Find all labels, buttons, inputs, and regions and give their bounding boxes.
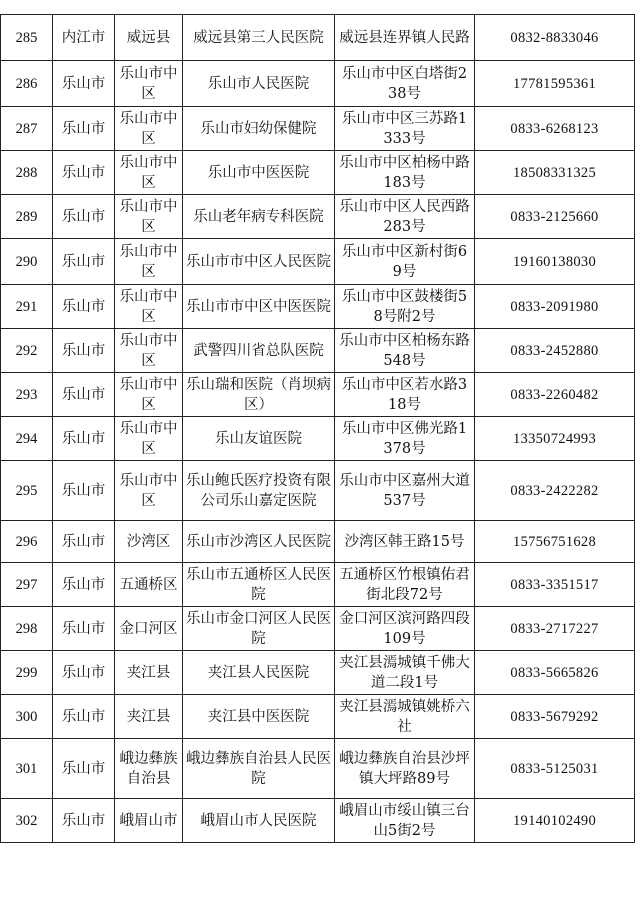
table-row bbox=[1, 373, 635, 417]
cell-hospital: 乐山友谊医院 bbox=[183, 417, 335, 461]
cell-phone: 15756751628 bbox=[475, 521, 635, 563]
cell-address: 金口河区滨河路四段109号 bbox=[335, 607, 475, 651]
cell-city: 乐山市 bbox=[53, 607, 115, 651]
table-row bbox=[1, 461, 635, 521]
table-row bbox=[1, 61, 635, 107]
cell-address: 乐山市中区三苏路1333号 bbox=[335, 107, 475, 151]
cell-phone: 0833-5125031 bbox=[475, 739, 635, 799]
cell-phone: 0833-5679292 bbox=[475, 695, 635, 739]
cell-hospital: 峨边彝族自治县人民医院 bbox=[183, 739, 335, 799]
cell-address: 峨眉山市绥山镇三台山5街2号 bbox=[335, 799, 475, 843]
cell-district: 乐山市中区 bbox=[115, 151, 183, 195]
table-row bbox=[1, 799, 635, 843]
cell-city: 乐山市 bbox=[53, 61, 115, 107]
cell-phone: 0832-8833046 bbox=[475, 15, 635, 61]
table-row bbox=[1, 417, 635, 461]
cell-address: 峨边彝族自治县沙坪镇大坪路89号 bbox=[335, 739, 475, 799]
cell-hospital: 乐山老年病专科医院 bbox=[183, 195, 335, 239]
cell-number: 295 bbox=[1, 461, 53, 521]
cell-number: 288 bbox=[1, 151, 53, 195]
table-row bbox=[1, 329, 635, 373]
cell-number: 293 bbox=[1, 373, 53, 417]
cell-city: 乐山市 bbox=[53, 739, 115, 799]
cell-hospital: 乐山市五通桥区人民医院 bbox=[183, 563, 335, 607]
cell-address: 威远县连界镇人民路 bbox=[335, 15, 475, 61]
cell-phone: 0833-3351517 bbox=[475, 563, 635, 607]
table-row bbox=[1, 739, 635, 799]
cell-city: 乐山市 bbox=[53, 195, 115, 239]
cell-district: 沙湾区 bbox=[115, 521, 183, 563]
cell-district: 夹江县 bbox=[115, 695, 183, 739]
cell-phone: 0833-2452880 bbox=[475, 329, 635, 373]
cell-phone: 0833-5665826 bbox=[475, 651, 635, 695]
cell-district: 乐山市中区 bbox=[115, 461, 183, 521]
cell-city: 乐山市 bbox=[53, 695, 115, 739]
table-row bbox=[1, 695, 635, 739]
cell-phone: 18508331325 bbox=[475, 151, 635, 195]
cell-hospital: 威远县第三人民医院 bbox=[183, 15, 335, 61]
cell-hospital: 乐山市人民医院 bbox=[183, 61, 335, 107]
cell-hospital: 夹江县中医医院 bbox=[183, 695, 335, 739]
cell-hospital: 乐山市市中区中医医院 bbox=[183, 285, 335, 329]
table-row bbox=[1, 239, 635, 285]
cell-address: 沙湾区韩王路15号 bbox=[335, 521, 475, 563]
hospital-table bbox=[0, 14, 635, 843]
cell-district: 五通桥区 bbox=[115, 563, 183, 607]
cell-number: 286 bbox=[1, 61, 53, 107]
cell-city: 乐山市 bbox=[53, 285, 115, 329]
cell-phone: 0833-2125660 bbox=[475, 195, 635, 239]
cell-city: 乐山市 bbox=[53, 799, 115, 843]
cell-address: 乐山市中区鼓楼街58号附2号 bbox=[335, 285, 475, 329]
cell-phone: 13350724993 bbox=[475, 417, 635, 461]
cell-hospital: 乐山瑞和医院（肖坝病区） bbox=[183, 373, 335, 417]
cell-number: 290 bbox=[1, 239, 53, 285]
cell-city: 乐山市 bbox=[53, 563, 115, 607]
cell-city: 乐山市 bbox=[53, 521, 115, 563]
cell-city: 乐山市 bbox=[53, 417, 115, 461]
table-row bbox=[1, 151, 635, 195]
cell-city: 内江市 bbox=[53, 15, 115, 61]
table-row bbox=[1, 563, 635, 607]
table-row bbox=[1, 651, 635, 695]
cell-district: 乐山市中区 bbox=[115, 61, 183, 107]
cell-number: 291 bbox=[1, 285, 53, 329]
cell-city: 乐山市 bbox=[53, 151, 115, 195]
table-row bbox=[1, 195, 635, 239]
cell-address: 乐山市中区新村街69号 bbox=[335, 239, 475, 285]
cell-district: 乐山市中区 bbox=[115, 107, 183, 151]
cell-hospital: 乐山市中医医院 bbox=[183, 151, 335, 195]
cell-district: 峨眉山市 bbox=[115, 799, 183, 843]
cell-phone: 17781595361 bbox=[475, 61, 635, 107]
table-row bbox=[1, 285, 635, 329]
cell-hospital: 武警四川省总队医院 bbox=[183, 329, 335, 373]
cell-number: 302 bbox=[1, 799, 53, 843]
cell-hospital: 乐山鲍氏医疗投资有限公司乐山嘉定医院 bbox=[183, 461, 335, 521]
cell-phone: 0833-2260482 bbox=[475, 373, 635, 417]
cell-city: 乐山市 bbox=[53, 239, 115, 285]
cell-phone: 0833-2091980 bbox=[475, 285, 635, 329]
cell-hospital: 峨眉山市人民医院 bbox=[183, 799, 335, 843]
cell-number: 292 bbox=[1, 329, 53, 373]
cell-district: 乐山市中区 bbox=[115, 239, 183, 285]
cell-number: 301 bbox=[1, 739, 53, 799]
cell-number: 289 bbox=[1, 195, 53, 239]
cell-number: 299 bbox=[1, 651, 53, 695]
cell-hospital: 乐山市金口河区人民医院 bbox=[183, 607, 335, 651]
cell-address: 五通桥区竹根镇佑君街北段72号 bbox=[335, 563, 475, 607]
table-row bbox=[1, 107, 635, 151]
cell-district: 峨边彝族自治县 bbox=[115, 739, 183, 799]
cell-number: 294 bbox=[1, 417, 53, 461]
cell-city: 乐山市 bbox=[53, 329, 115, 373]
cell-city: 乐山市 bbox=[53, 107, 115, 151]
cell-address: 乐山市中区佛光路1378号 bbox=[335, 417, 475, 461]
cell-district: 乐山市中区 bbox=[115, 373, 183, 417]
cell-city: 乐山市 bbox=[53, 651, 115, 695]
cell-address: 乐山市中区白塔街238号 bbox=[335, 61, 475, 107]
table-row bbox=[1, 521, 635, 563]
cell-number: 297 bbox=[1, 563, 53, 607]
cell-city: 乐山市 bbox=[53, 461, 115, 521]
cell-address: 乐山市中区柏杨东路548号 bbox=[335, 329, 475, 373]
cell-district: 乐山市中区 bbox=[115, 285, 183, 329]
cell-hospital: 夹江县人民医院 bbox=[183, 651, 335, 695]
cell-address: 乐山市中区人民西路283号 bbox=[335, 195, 475, 239]
table-row bbox=[1, 15, 635, 61]
cell-phone: 0833-2422282 bbox=[475, 461, 635, 521]
cell-district: 乐山市中区 bbox=[115, 329, 183, 373]
cell-hospital: 乐山市沙湾区人民医院 bbox=[183, 521, 335, 563]
cell-district: 乐山市中区 bbox=[115, 417, 183, 461]
cell-phone: 0833-2717227 bbox=[475, 607, 635, 651]
cell-hospital: 乐山市市中区人民医院 bbox=[183, 239, 335, 285]
cell-hospital: 乐山市妇幼保健院 bbox=[183, 107, 335, 151]
cell-number: 298 bbox=[1, 607, 53, 651]
cell-phone: 0833-6268123 bbox=[475, 107, 635, 151]
cell-phone: 19140102490 bbox=[475, 799, 635, 843]
cell-address: 乐山市中区若水路318号 bbox=[335, 373, 475, 417]
cell-address: 夹江县漹城镇千佛大道二段1号 bbox=[335, 651, 475, 695]
cell-number: 300 bbox=[1, 695, 53, 739]
cell-address: 夹江县漹城镇姚桥六社 bbox=[335, 695, 475, 739]
cell-district: 金口河区 bbox=[115, 607, 183, 651]
table-row bbox=[1, 607, 635, 651]
table-body bbox=[1, 15, 635, 843]
cell-district: 乐山市中区 bbox=[115, 195, 183, 239]
cell-phone: 19160138030 bbox=[475, 239, 635, 285]
cell-address: 乐山市中区柏杨中路183号 bbox=[335, 151, 475, 195]
cell-number: 287 bbox=[1, 107, 53, 151]
cell-number: 285 bbox=[1, 15, 53, 61]
cell-address: 乐山市中区嘉州大道 537号 bbox=[335, 461, 475, 521]
cell-district: 威远县 bbox=[115, 15, 183, 61]
cell-district: 夹江县 bbox=[115, 651, 183, 695]
cell-number: 296 bbox=[1, 521, 53, 563]
cell-city: 乐山市 bbox=[53, 373, 115, 417]
